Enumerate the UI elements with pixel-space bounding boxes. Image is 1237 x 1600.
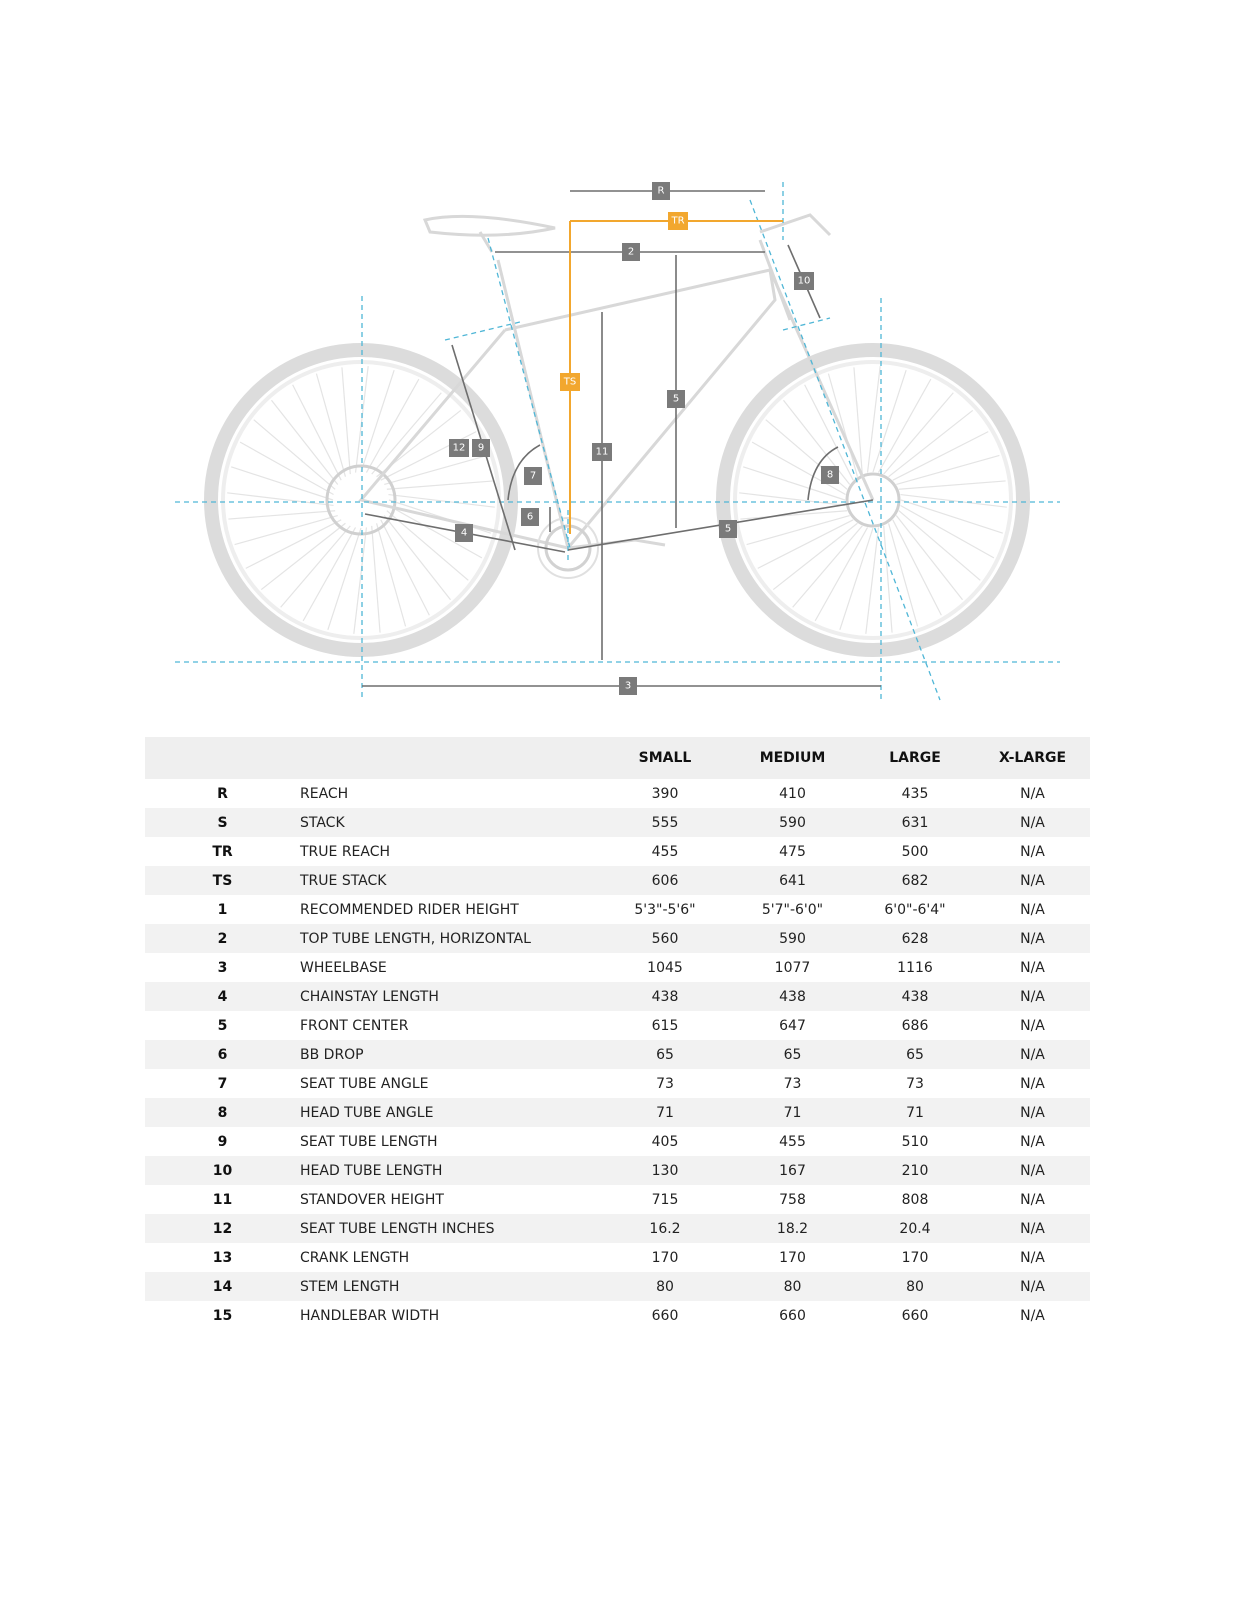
row-value: 73 (906, 1075, 924, 1092)
wheel-spoke (878, 379, 930, 472)
label-r (652, 182, 670, 200)
label-ts (560, 373, 580, 391)
row-key: S (145, 808, 300, 837)
table-row (145, 866, 1090, 895)
row-key: 3 (217, 959, 228, 976)
row-key: 5 (217, 1017, 228, 1034)
row-value: 590 (730, 808, 855, 837)
label-7 (524, 467, 542, 485)
svg-text:5: 5 (672, 393, 680, 405)
wheel-spoke (893, 520, 942, 615)
column-header (300, 737, 600, 779)
row-key: 9 (217, 1133, 228, 1150)
wheel-spoke (815, 527, 867, 620)
wheel-spoke (366, 379, 418, 472)
row-value: 590 (730, 924, 855, 953)
row-value: 438 (855, 982, 975, 1011)
row-value: 455 (779, 1133, 806, 1150)
table-row (145, 1127, 1090, 1156)
row-measurement-name: CRANK LENGTH (300, 1249, 410, 1266)
label-10 (794, 272, 814, 290)
row-measurement-name: TOP TUBE LENGTH, HORIZONTAL (300, 924, 600, 953)
row-value: N/A (975, 808, 1090, 837)
svg-text:9: 9 (477, 442, 485, 454)
row-value: 641 (730, 866, 855, 895)
row-value: 170 (901, 1249, 929, 1266)
wheel-spoke (303, 527, 355, 620)
table-row (145, 924, 1090, 953)
row-measurement-name: TRUE REACH (300, 843, 391, 860)
row-value: 615 (651, 1017, 679, 1034)
row-value: 631 (855, 808, 975, 837)
svg-text:6: 6 (526, 511, 534, 523)
table-row (145, 837, 1090, 866)
row-measurement-name: STANDOVER HEIGHT (300, 1191, 444, 1208)
svg-text:R: R (657, 185, 665, 197)
table-row (145, 1156, 1090, 1185)
row-key: 11 (212, 1191, 233, 1208)
row-value: 510 (901, 1133, 929, 1150)
row-value: N/A (975, 1214, 1090, 1243)
row-value: 167 (730, 1156, 855, 1185)
row-measurement-name: HANDLEBAR WIDTH (300, 1307, 440, 1324)
svg-text:TS: TS (563, 376, 577, 388)
row-value: 660 (779, 1307, 806, 1324)
row-value: N/A (1020, 1249, 1045, 1266)
row-value: 555 (600, 808, 730, 837)
svg-text:2: 2 (627, 246, 635, 258)
row-value: 73 (783, 1075, 802, 1092)
row-value: 560 (600, 924, 730, 953)
row-value: N/A (975, 924, 1090, 953)
row-key: 6 (145, 1040, 300, 1069)
svg-text:TR: TR (671, 215, 685, 227)
table-body (145, 779, 1090, 1330)
row-value: 210 (855, 1156, 975, 1185)
row-value: N/A (1020, 843, 1045, 860)
row-value: N/A (975, 1040, 1090, 1069)
row-key: 1 (217, 901, 228, 918)
column-header: X-LARGE (975, 737, 1090, 779)
label-5 (719, 520, 737, 538)
row-measurement-name: SEAT TUBE LENGTH (300, 1133, 438, 1150)
wheel-spoke (372, 526, 380, 633)
row-value: 475 (779, 843, 806, 860)
row-value: N/A (975, 1156, 1090, 1185)
geometry-table (145, 737, 1090, 1330)
table-row (145, 895, 1090, 924)
table-row (145, 1011, 1090, 1040)
column-header: LARGE (855, 737, 975, 779)
row-value: N/A (975, 982, 1090, 1011)
svg-text:4: 4 (460, 527, 468, 539)
row-value: 500 (901, 843, 929, 860)
row-value: 808 (901, 1191, 929, 1208)
row-measurement-name: STACK (300, 808, 600, 837)
row-measurement-name: FRONT CENTER (300, 1017, 409, 1034)
row-value: 1077 (774, 959, 811, 976)
row-value: 686 (901, 1017, 929, 1034)
row-value: 65 (730, 1040, 855, 1069)
row-value: N/A (1020, 959, 1045, 976)
row-value: 18.2 (730, 1214, 855, 1243)
row-value: N/A (975, 866, 1090, 895)
label-4 (455, 524, 473, 542)
table-row (145, 1185, 1090, 1214)
row-value: 6'0"-6'4" (884, 901, 946, 918)
column-header (145, 737, 300, 779)
bike-geometry-diagram (0, 0, 1237, 720)
table-row (145, 779, 1090, 808)
row-key: 10 (145, 1156, 300, 1185)
row-measurement-name: STEM LENGTH (300, 1272, 600, 1301)
svg-text:5: 5 (724, 523, 732, 535)
wheel-spoke (893, 432, 988, 481)
row-value: N/A (975, 1272, 1090, 1301)
row-value: 628 (855, 924, 975, 953)
row-value: 455 (651, 843, 679, 860)
row-value: 16.2 (600, 1214, 730, 1243)
wheel-spoke (228, 511, 335, 519)
row-value: 410 (779, 785, 806, 802)
row-value: 1045 (647, 959, 683, 976)
row-value: 5'7"-6'0" (761, 901, 824, 918)
row-value: 405 (651, 1133, 679, 1150)
row-measurement-name: TRUE STACK (300, 866, 600, 895)
row-value: 65 (855, 1040, 975, 1069)
row-value: N/A (1020, 1307, 1045, 1324)
row-value: N/A (1020, 901, 1045, 918)
svg-text:12: 12 (452, 442, 466, 454)
row-value: 65 (600, 1040, 730, 1069)
row-key: 2 (145, 924, 300, 953)
wheel-spoke (293, 385, 342, 480)
wheel-spoke (387, 481, 494, 489)
wheel-spoke (381, 520, 430, 615)
row-value: 71 (855, 1098, 975, 1127)
row-value: 438 (600, 982, 730, 1011)
row-value: 170 (779, 1249, 806, 1266)
table-row (145, 1098, 1090, 1127)
row-value: 438 (730, 982, 855, 1011)
svg-text:7: 7 (529, 470, 537, 482)
row-value: N/A (1020, 1133, 1045, 1150)
row-measurement-name: CHAINSTAY LENGTH (300, 982, 600, 1011)
svg-text:10: 10 (797, 275, 811, 287)
table-header-row (145, 737, 1090, 779)
row-value: 715 (651, 1191, 679, 1208)
row-key: 8 (145, 1098, 300, 1127)
table-row (145, 953, 1090, 982)
row-value: 20.4 (855, 1214, 975, 1243)
svg-text:8: 8 (826, 469, 834, 481)
row-key: 13 (212, 1249, 233, 1266)
wheel-spoke (758, 520, 853, 569)
row-value: 647 (779, 1017, 806, 1034)
table-row (145, 1040, 1090, 1069)
table-row (145, 1243, 1090, 1272)
label-3 (619, 677, 637, 695)
row-value: 682 (855, 866, 975, 895)
row-value: 80 (600, 1272, 730, 1301)
table-row (145, 1301, 1090, 1330)
label-11 (592, 443, 612, 461)
row-measurement-name: RECOMMENDED RIDER HEIGHT (300, 901, 519, 918)
row-key: R (217, 785, 228, 802)
table-row (145, 1214, 1090, 1243)
row-value: 130 (600, 1156, 730, 1185)
label-tr (668, 212, 688, 230)
table-row (145, 808, 1090, 837)
row-value: 170 (651, 1249, 679, 1266)
table-row (145, 1272, 1090, 1301)
wheel-spoke (240, 442, 333, 494)
row-value: N/A (1020, 785, 1045, 802)
reference-guides (175, 182, 1060, 700)
row-value: N/A (975, 1098, 1090, 1127)
label-8 (821, 466, 839, 484)
row-value: N/A (1020, 1017, 1045, 1034)
wheel-spoke (740, 511, 847, 519)
row-value: 71 (730, 1098, 855, 1127)
column-header: SMALL (600, 737, 730, 779)
column-header: MEDIUM (730, 737, 855, 779)
row-measurement-name: BB DROP (300, 1040, 600, 1069)
row-key: 12 (145, 1214, 300, 1243)
row-value: N/A (1020, 1075, 1045, 1092)
row-value: 1116 (897, 959, 933, 976)
row-key: 15 (212, 1307, 233, 1324)
row-value: 80 (730, 1272, 855, 1301)
wheel-spoke (246, 520, 341, 569)
wheel-spoke (884, 526, 892, 633)
table-row (145, 982, 1090, 1011)
row-measurement-name: SEAT TUBE LENGTH INCHES (300, 1214, 600, 1243)
row-value: N/A (1020, 1191, 1045, 1208)
label-2 (622, 243, 640, 261)
row-value: 606 (600, 866, 730, 895)
wheel-spoke (899, 481, 1006, 489)
label-s (667, 390, 685, 408)
row-key: 7 (217, 1075, 228, 1092)
label-6 (521, 508, 539, 526)
row-measurement-name: REACH (300, 785, 349, 802)
row-measurement-name: HEAD TUBE LENGTH (300, 1156, 600, 1185)
svg-text:11: 11 (595, 446, 609, 458)
svg-text:3: 3 (624, 680, 632, 692)
table-row (145, 1069, 1090, 1098)
row-key: TS (145, 866, 300, 895)
row-key: TR (212, 843, 233, 860)
row-key: 14 (145, 1272, 300, 1301)
row-measurement-name: HEAD TUBE ANGLE (300, 1098, 600, 1127)
wheel-spoke (342, 367, 350, 474)
label-9 (472, 439, 490, 457)
row-value: 80 (855, 1272, 975, 1301)
row-value: 758 (779, 1191, 806, 1208)
row-measurement-name: SEAT TUBE ANGLE (300, 1075, 429, 1092)
row-value: 73 (656, 1075, 674, 1092)
wheel-spoke (900, 505, 993, 557)
row-value: 71 (600, 1098, 730, 1127)
row-value: 390 (651, 785, 679, 802)
row-value: 660 (651, 1307, 679, 1324)
row-value: 435 (901, 785, 929, 802)
row-measurement-name: WHEELBASE (300, 959, 387, 976)
label-12 (449, 439, 469, 457)
row-key: 4 (145, 982, 300, 1011)
row-value: 5'3"-5'6" (634, 901, 696, 918)
row-value: 660 (901, 1307, 929, 1324)
